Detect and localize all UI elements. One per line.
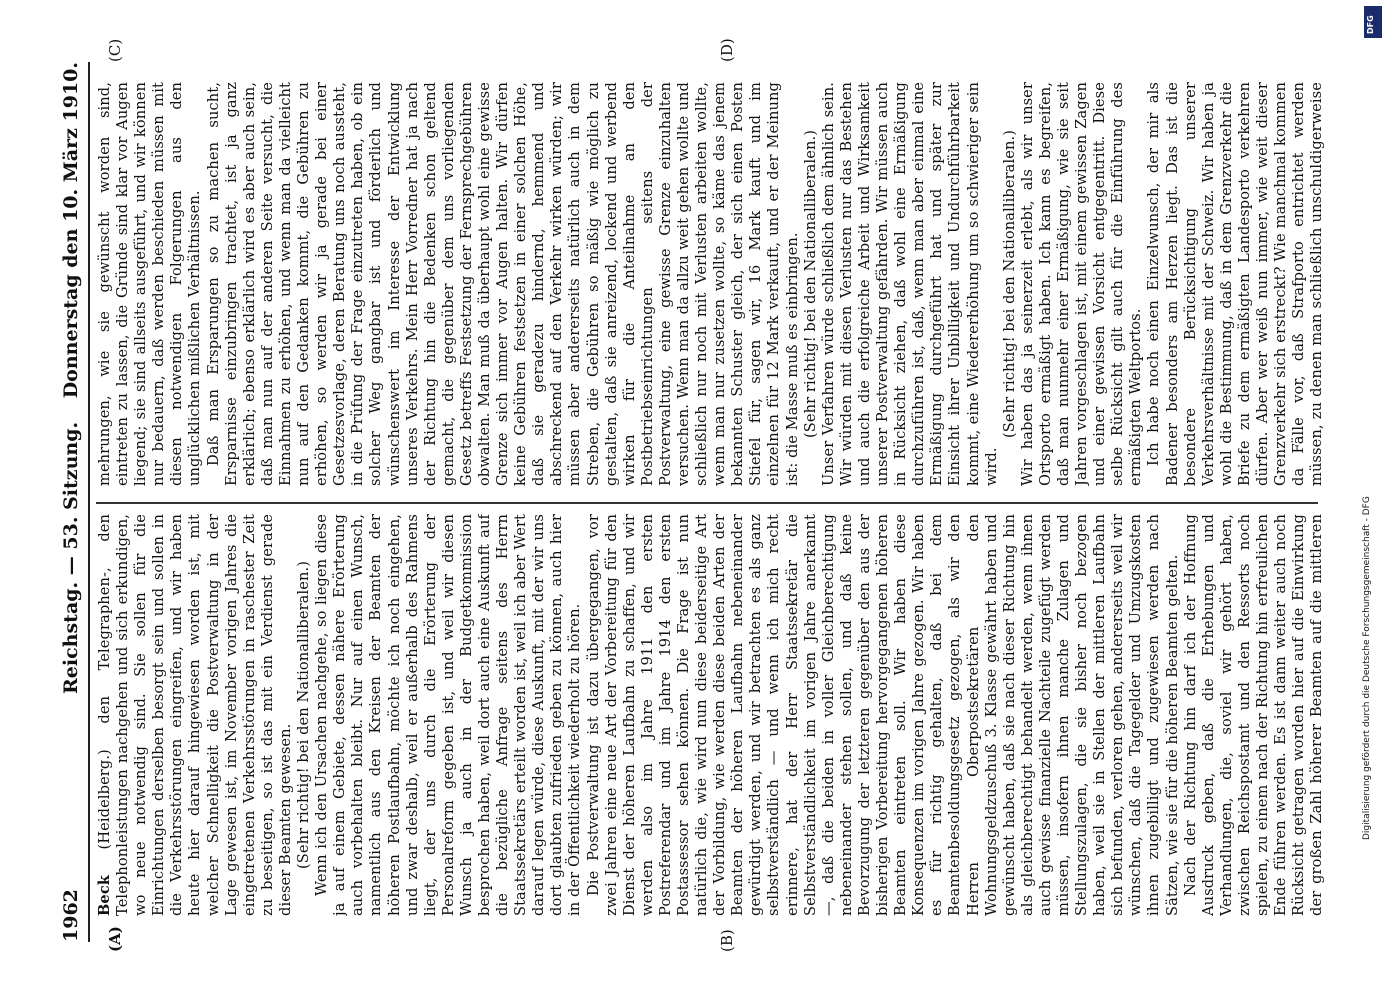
paragraph xyxy=(820,82,1001,486)
paragraph-text: Daß man Ersparungen so zu machen sucht, Ersparnisse einzubringen trachtet, ist ja ganz erklärlich; ebenso erklärlich wird es aber auch sein, daß man nun auf der anderen Seite versucht, die Einnahmen zu erhöhen, und wenn man da vielleicht nun auf den Gedanken kommt, die Gebühren zu erhöhen, so werden wir ja gerade bei einer Gesetzesvorlage, deren Beratung uns noch aussteht, in die Prüfung der Frage einzutreten haben, ob ein solcher Weg gangbar ist und förderlich und wünschenswert im Interesse der Entwicklung unseres Verkehrs. Mein Herr Vorredner hat ja nach der Richtung hin die Bedenken schon geltend gemacht, die gegenüber dem uns vorliegenden Gesetz betreffs Festsetzung der Fernsprechgebühren obwalten. Man muß da überhaupt wohl eine gewisse Grenze sich immer vor Augen halten. Wir dürfen keine Gebühren festsetzen in einer solchen Höhe, daß sie geradezu hindernd, hemmend und abschreckend auf den Verkehr wirken würden; wir müssen aber andererseits natürlich auch in dem Streben, die Gebühren so mäßig wie möglich zu gestalten, daß sie anreizend, lockend und werbend wirken für die Anteilnahme an den Postbetriebseinrichtungen seitens der Postverwaltung, eine gewisse Grenze einzuhalten versuchen. Wenn man da allzu weit gehen wollte und schließlich nur noch mit Verlusten arbeiten wollte, wenn man nur zusetzen wollte, so käme das jenem bekannten Schuster gleich, der sich einen Posten Stiefel für, sagen wir, 16 Mark kauft und im einzelnen für 12 Mark verkauft, und er der Meinung ist: die Masse muß es einbringen. xyxy=(204,82,801,486)
dfg-logo-text: DFG xyxy=(1366,15,1375,34)
credit-text: Digitalisierung gefördert durch die Deutsche Forschungsgemeinschaft - DFG xyxy=(1362,496,1372,840)
running-header xyxy=(60,62,86,942)
interjection: (Sehr richtig! bei den Nationalliberalen.) xyxy=(1000,129,1018,439)
paragraph xyxy=(96,514,295,916)
paragraph xyxy=(1182,514,1326,916)
page-number: 1962 xyxy=(60,889,82,942)
paragraph-text: mehrungen, wie sie gewünscht worden sind, eintreten zu lassen, die Gründe sind klar vor Augen liegend; sie sind allseits ausgeführt, und wir können nur bedauern, daß werden beschieden müssen mit diesen notwendigen Folgerungen aus den unglücklichen mißlichen Verhältnissen. xyxy=(96,82,204,486)
paragraph-text: Unser Verfahren würde schließlich dem ähnlich sein. Wir würden mit diesen Verlusten nur das Bestehen und auch die erfolgreiche Arbeit und Wirksamkeit unserer Postverwaltung gefährden. Wir müssen auch in Rücksicht ziehen, daß wohl eine Ermäßigung durchzuführen ist, daß, wenn man aber einmal eine Ermäßigung durchgeführt hat und später zur Einsicht ihrer Unbilligkeit und Undurchführbarkeit kommt, eine Wiedererhöhung um so schwieriger sein wird. xyxy=(819,82,1000,486)
margin-mark-d: (D) xyxy=(718,38,736,62)
interjection: (Sehr richtig! bei den Nationalliberalen.) xyxy=(295,560,313,870)
paragraph xyxy=(585,514,1182,916)
paragraph-text: den Telegraphen-, den Telephonleistungen nachgehen und sich erkundigen, wo neue notwendig sind. Sie sollen für die Einrichtungen derselben besorgt sein und sollen in die Verkehrsstörungen eingreifen, und wir haben heute hier darauf hingewiesen worden ist, mit welcher Schnelligkeit die Postverwaltung in der Lage gewesen ist, im November vorigen Jahres die eingetretenen Verkehrsstörungen in raschester Zeit zu beseitigen, so ist das mit ein Verdienst gerade dieser Beamten gewesen. xyxy=(96,514,294,916)
digitization-credit xyxy=(1362,140,1382,840)
margin-mark-a: (A) xyxy=(106,926,124,952)
margin-mark-c: (C) xyxy=(106,38,124,62)
column-divider xyxy=(96,502,1318,504)
session-title: Reichstag. — 53. Sitzung. xyxy=(60,421,82,694)
paragraph xyxy=(96,82,205,486)
interjection: (Sehr richtig! bei den Nationalliberalen.) xyxy=(801,129,819,439)
paragraph-text: Die Postverwaltung ist dazu übergegangen, vor zwei Jahren eine neue Art der Vorbereitung für den Dienst der höheren Laufbahn zu schaffen, und wir werden also im Jahre 1911 den ersten Postreferendar und im Jahre 1914 den ersten Postassessor sehen können. Die Frage ist nun natürlich die, wie wird nun diese beiderseitige Art der Vorbildung, wie werden diese beiden Arten der Beamten der höheren Laufbahn nebeneinander gewürdigt werden, und wir betrachten es als ganz selbstverständlich — und wenn ich mich recht erinnere, hat der Herr Staatssekretär die Selbstverständlichkeit im vorigen Jahre anerkannt —, daß die beiden in voller Gleichberechtigung nebeneinander stehen sollen, und daß keine Bevorzugung der letzteren gegenüber den aus der bisherigen Vorbereitung hervorgegangenen höheren Beamten eintreten soll. Wir haben diese Konsequenzen im vorigen Jahre gezogen. Wir haben es für richtig gehalten, daß bei dem Beamtenbesoldungsgesetz gezogen, als wir den Herren Oberpostsekretären den Wohnungsgeldzuschuß 3. Klasse gewährt haben und gewünscht haben, daß sie nach dieser Richtung hin als gleichberechtigt behandelt werden, wenn ihnen auch gewisse finanzielle Nachteile zugefügt werden müssen, insofern ihnen manche Zulagen und Stellungszulagen, die sie bisher noch bezogen haben, weil sie in Stellen der mittleren Laufbahn sich befunden, verloren gehen, andererseits weil wir wünschen, daß die Tagegelder und Umzugskosten ihnen zugebilligt und zugewiesen werden nach Sätzen, wie sie für die höheren Beamten gelten. xyxy=(584,514,1181,916)
paragraph-text: Nach der Richtung hin darf ich der Hoffnung Ausdruck geben, daß die Erhebungen und Verhandlungen, die, soviel wir gehört haben, zwischen Reichspostamt und den Ressorts noch spielen, zu einem nach der Richtung hin erfreulichen Ende führen werden. Es ist dann weiter auch noch Rücksicht getragen worden hier auf die Einwirkung der großen Zahl höherer Beamten auf die mittleren xyxy=(1181,514,1326,916)
paragraph xyxy=(313,514,584,916)
left-text-column xyxy=(96,514,1326,916)
paragraph xyxy=(1019,82,1146,486)
session-date: Donnerstag den 10. März 1910. xyxy=(60,62,82,399)
dfg-logo xyxy=(1364,6,1382,38)
speaker-name: Beck xyxy=(96,874,113,916)
speaker-constituency: (Heidelberg.) xyxy=(96,723,113,875)
header-rule xyxy=(88,62,90,942)
paragraph-text: Wenn ich den Ursachen nachgehe, so liegen diese ja auf einem Gebiete, dessen nähere Erörterung auch vorbehalten bleibt. Nur auf einen Wunsch, namentlich aus den Kreisen der Beamten der höheren Postlaufbahn, möchte ich noch eingehen, und zwar deshalb, weil er außerhalb des Rahmens liegt, der uns durch die Erörterung der Personalreform gegeben ist, und weil wir diesen Wunsch ja auch in der Budgetkommission besprochen haben, weil dort auch eine Auskunft auf die bezügliche Anfrage seitens des Herrn Staatssekretärs erteilt worden ist, weil ich aber Wert darauf legen würde, diese Auskunft, mit der wir uns dort glaubten zufrieden geben zu können, auch hier in der Öffentlichkeit wiederholt zu hören. xyxy=(313,514,584,916)
paragraph-text: Ich habe noch einen Einzelwunsch, der mir als Badener besonders am Herzen liegt. Das ist die besondere Berücksichtigung unserer Verkehrsverhältnisse mit der Schweiz. Wir haben ja wohl die Bestimmung, daß in dem Grenzverkehr die Briefe zu dem ermäßigten Landesporto verkehren dürfen. Aber wer weiß nun immer, wie weit dieser Grenzverkehr sich erstreckt? Wie manchmal kommen da Fälle vor, daß Strafporto entrichtet werden müssen, zu denen man schließlich unschuldigerweise xyxy=(1145,82,1326,486)
right-text-column xyxy=(96,82,1326,486)
paragraph xyxy=(205,82,802,486)
margin-mark-b: (B) xyxy=(718,929,736,952)
paragraph-text: Wir haben das ja seinerzeit erlebt, als wir unser Ortsporto ermäßigt haben. Ich kann es begreifen, daß man nunmehr einer Ermäßigung, wie sie seit Jahren vorgeschlagen ist, mit einem gewissen Zagen und einer gewissen Vorsicht entgegentritt. Diese selbe Rücksicht gilt auch für die Einführung des ermäßigten Weltportos. xyxy=(1018,82,1145,486)
paragraph xyxy=(1145,82,1326,486)
